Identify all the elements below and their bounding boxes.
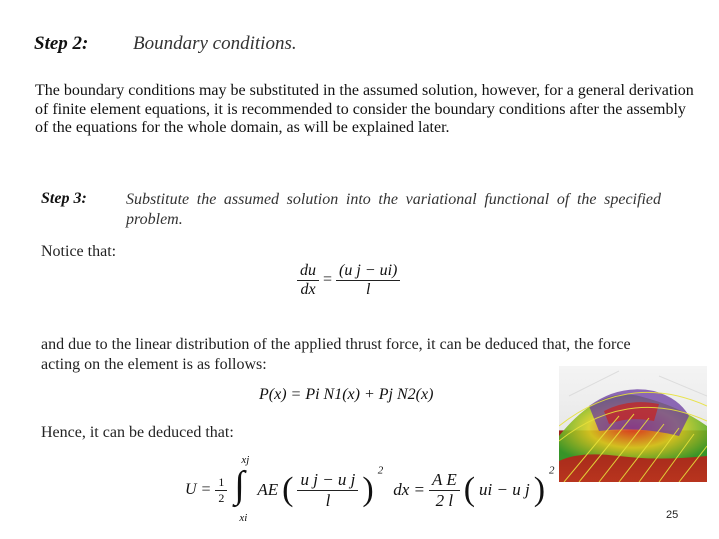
eq3-power: 2	[377, 464, 384, 477]
derivative-equation: $\frac{du}{dx}$ = $\frac{\text{(u j − ui)}}{l}$	[297, 262, 400, 299]
eq3-lhs: U =	[185, 481, 212, 498]
eq3-frac-num: u j − u j	[297, 470, 358, 491]
page-number: 25	[666, 509, 679, 521]
eq3-lower-limit: xi	[239, 512, 248, 524]
step3-label: Step 3:	[41, 190, 87, 207]
eq3-half-num: 1	[215, 475, 227, 491]
cfd-simulation-image	[559, 366, 707, 482]
integral-sign-icon: ∫	[234, 464, 245, 506]
step2-title: Boundary conditions.	[133, 33, 297, 54]
eq1-rhs-denominator: l	[365, 281, 371, 298]
eq1-lhs-denominator: dx	[300, 281, 316, 298]
boundary-paragraph: The boundary conditions may be substituted in the assumed solution, however, for a general derivation of finite element equations, it is recommended to consider the boundary conditions after the assembly of the equations for the whole domain, as will be explained later.	[35, 82, 694, 136]
left-paren2-icon: (	[463, 471, 476, 508]
eq3-upper-limit: xj	[241, 454, 250, 466]
step3-text: Substitute the assumed solution into the variational functional of the specified problem.	[126, 191, 661, 228]
eq1-rhs-numerator: (u j − ui)	[336, 262, 400, 281]
eq3-dx: dx =	[393, 480, 425, 499]
eq3-ae2-den: 2 l	[435, 490, 454, 510]
eq1-lhs-numerator: du	[297, 262, 319, 281]
eq3-half-den: 2	[218, 490, 225, 505]
force-equation: P(x) = Pi N1(x) + Pj N2(x)	[259, 386, 434, 403]
eq3-frac-den: l	[325, 490, 331, 510]
eq3-ae: AE	[257, 480, 279, 499]
eq3-power2: 2	[549, 464, 555, 477]
strain-energy-equation	[185, 454, 555, 524]
linear-distribution-text: and due to the linear distribution of the applied thrust force, it can be deduced that, the force acting on the element is as follows:	[41, 336, 631, 373]
notice-text: Notice that:	[41, 243, 117, 260]
eq3-ae2-num: A E	[429, 470, 460, 491]
left-paren-icon: (	[282, 471, 294, 508]
step2-label: Step 2:	[34, 33, 89, 54]
eq3-paren2-content: ui − u j	[479, 480, 530, 499]
hence-text: Hence, it can be deduced that:	[41, 424, 234, 441]
right-paren-icon: )	[362, 471, 374, 508]
right-paren2-icon: )	[533, 471, 546, 508]
